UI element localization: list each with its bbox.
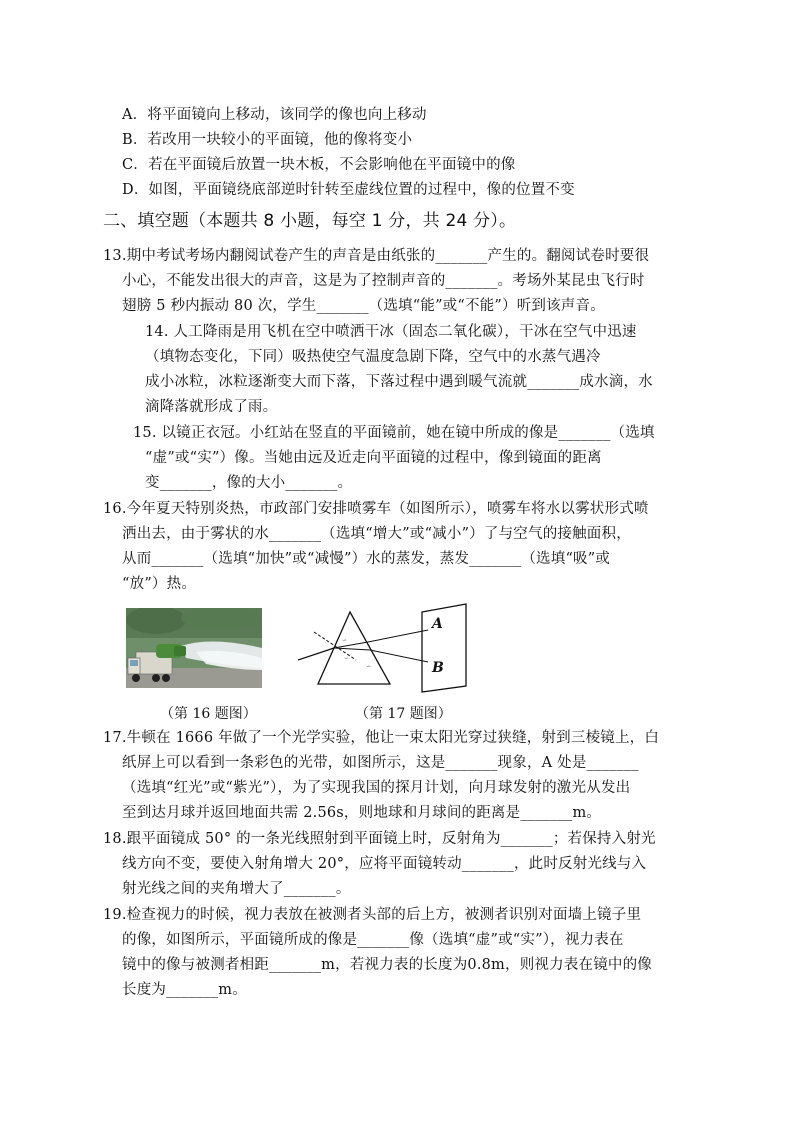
q14-line-4: 滴降落就形成了雨。 (145, 399, 278, 415)
q18-line-3: 射光线之间的夹角增大了_______。 (122, 881, 351, 897)
fig17-caption: （第 17 题图） (355, 706, 452, 722)
q15-line-1: 15. 以镜正衣冠。小红站在竖直的平面镜前，她在镜中所成的像是_______（选填 (133, 425, 655, 441)
q17-line-3: （选填“红光”或“紫光”），为了实现我国的探月计划，向月球发射的激光从发出 (122, 780, 631, 796)
q16-line-3: 从而_______（选填“加快”或“减慢”）水的蒸发，蒸发_______（选填“吸”或 (122, 551, 611, 567)
q14-line-2: （填物态变化，下同）吸热使空气温度急剧下降，空气中的水蒸气遇冷 (145, 349, 601, 365)
svg-text:∽: ∽ (366, 663, 372, 670)
q19-line-4: 长度为_______m。 (122, 982, 247, 998)
q19-line-3: 镜中的像与被测者相距_______m，若视力表的长度为0.8m，则视力表在镜中的像 (122, 957, 653, 973)
q18-line-2: 线方向不变，要使入射角增大 20°，应将平面镜转动_______，此时反射光线与入 (122, 856, 647, 872)
label-b: B (432, 660, 444, 676)
prism-triangle (318, 612, 390, 684)
option-c: C．若在平面镜后放置一块木板，不会影响他在平面镜中的像 (122, 157, 516, 173)
q17-line-1: 17.牛顿在 1666 年做了一个光学实验，他让一束太阳光穿过狭缝，射到三棱镜上，白 (103, 730, 660, 746)
q13-line-3: 翅膀 5 秒内振动 80 次，学生_______（选填“能”或“不能”）听到该声音。 (122, 298, 605, 314)
option-d: D．如图，平面镜绕底部逆时针转至虚线位置的过程中，像的位置不变 (122, 182, 575, 198)
q15-line-3: 变_______，像的大小_______。 (145, 475, 353, 491)
spray-truck-photo (126, 608, 262, 688)
label-a: A (432, 616, 443, 632)
exit-ray-top (368, 630, 428, 642)
fig16-caption: （第 16 题图） (160, 706, 257, 722)
q18-line-1: 18.跟平面镜成 50° 的一条光线照射到平面镜上时，反射角为_______；若保持入射光 (103, 831, 656, 847)
q15-line-2: “虚”或“实”）像。当她由远及近走向平面镜的过程中，像到镜面的距离 (145, 450, 602, 466)
q13-line-2: 小心，不能发出很大的声音，这是为了控制声音的_______。考场外某昆虫飞行时 (122, 273, 645, 289)
exit-ray-bottom (370, 650, 428, 662)
incident-ray (298, 648, 334, 660)
svg-text:∽: ∽ (344, 655, 350, 662)
q14-line-1: 14. 人工降雨是用飞机在空中喷洒干冰（固态二氧化碳），干冰在空气中迅速 (145, 324, 637, 340)
q13-line-1: 13.期中考试考场内翻阅试卷产生的声音是由纸张的_______产生的。翻阅试卷时要很 (103, 248, 650, 264)
q19-line-2: 的像，如图所示，平面镜所成的像是_______像（选填“虚”或“实”），视力表在 (122, 932, 624, 948)
svg-text:∽: ∽ (342, 637, 348, 644)
q16-line-2: 洒出去，由于雾状的水_______（选填“增大”或“减小”）了与空气的接触面积， (122, 526, 631, 542)
section-title: 二、填空题（本题共 8 小题，每空 1 分，共 24 分）。 (103, 211, 517, 231)
normal-line (314, 632, 356, 660)
prism-diagram (298, 602, 476, 698)
q16-line-4: “放”）热。 (122, 576, 197, 592)
option-a: A．将平面镜向上移动，该同学的像也向上移动 (122, 107, 427, 123)
option-b: B．若改用一块较小的平面镜，他的像将变小 (122, 132, 413, 148)
white-screen (422, 604, 466, 692)
q14-line-3: 成小冰粒，冰粒逐渐变大而下落，下落过程中遇到暖气流就_______成水滴，水 (145, 374, 653, 390)
q19-line-1: 19.检查视力的时候，视力表放在被测者头部的后上方，被测者识别对面墙上镜子里 (103, 907, 642, 923)
q17-line-2: 纸屏上可以看到一条彩色的光带，如图所示，这是_______现象，A 处是_______ (122, 755, 639, 771)
q16-line-1: 16.今年夏天特别炎热，市政部门安排喷雾车（如图所示），喷雾车将水以雾状形式喷 (103, 501, 649, 517)
refracted-ray-top (334, 642, 368, 648)
q17-line-4: 至到达月球并返回地面共需 2.56s，则地球和月球间的距离是_______m。 (122, 805, 602, 821)
